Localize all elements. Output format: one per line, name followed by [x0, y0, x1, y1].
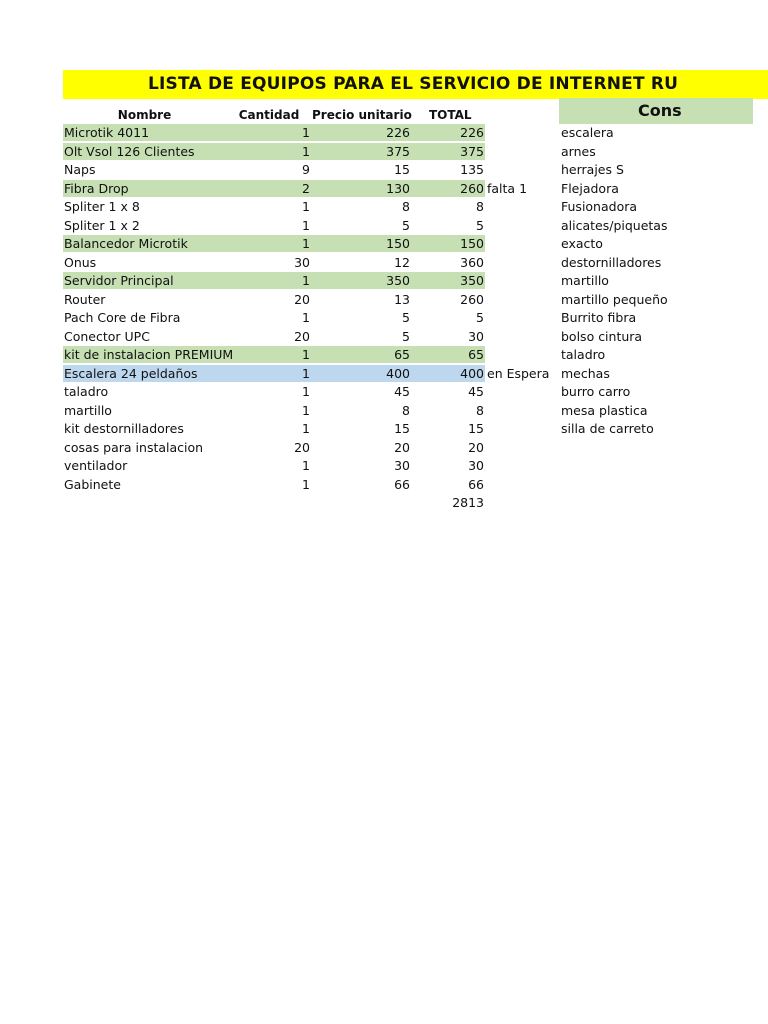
- table-row: [0, 179, 768, 198]
- cell-side-item[interactable]: mesa plastica: [561, 402, 648, 418]
- cell-cantidad[interactable]: 1: [302, 143, 310, 159]
- cell-nombre[interactable]: Gabinete: [64, 476, 121, 492]
- cell-side-item[interactable]: alicates/piquetas: [561, 217, 668, 233]
- table-row: [0, 234, 768, 253]
- cell-precio[interactable]: 400: [386, 365, 410, 381]
- cell-note[interactable]: falta 1: [487, 180, 528, 196]
- cell-nombre[interactable]: Spliter 1 x 8: [64, 199, 140, 214]
- table-row: [0, 438, 768, 457]
- cell-precio[interactable]: 5: [402, 217, 410, 233]
- table-row: [0, 253, 768, 272]
- cell-cantidad[interactable]: 1: [302, 384, 310, 399]
- cell-cantidad[interactable]: 9: [302, 162, 310, 177]
- cell-side-item[interactable]: burro carro: [561, 384, 631, 399]
- cell-total[interactable]: 30: [468, 328, 484, 344]
- cell-total[interactable]: 8: [476, 199, 484, 214]
- cell-nombre[interactable]: Onus: [64, 254, 97, 270]
- cell-cantidad[interactable]: 1: [302, 458, 310, 473]
- cell-precio[interactable]: 130: [386, 180, 410, 196]
- column-header-cantidad: Cantidad: [238, 108, 300, 122]
- cell-cantidad[interactable]: 1: [302, 476, 310, 492]
- cell-nombre[interactable]: cosas para instalacion: [64, 439, 204, 455]
- cell-side-item[interactable]: Fusionadora: [561, 199, 638, 214]
- cell-nombre[interactable]: kit de instalacion PREMIUM: [64, 347, 234, 362]
- cell-side-item[interactable]: destornilladores: [561, 254, 662, 270]
- cell-nombre[interactable]: Microtik 4011: [64, 125, 150, 140]
- cell-total[interactable]: 260: [460, 180, 484, 196]
- cell-precio[interactable]: 150: [386, 236, 410, 251]
- cell-cantidad[interactable]: 2: [302, 180, 310, 196]
- cell-nombre[interactable]: martillo: [64, 402, 112, 418]
- cell-cantidad[interactable]: 1: [302, 199, 310, 214]
- cell-nombre[interactable]: Naps: [64, 162, 96, 177]
- cell-total[interactable]: 375: [460, 143, 484, 159]
- cell-precio[interactable]: 12: [394, 254, 410, 270]
- cell-nombre[interactable]: Balancedor Microtik: [64, 236, 188, 251]
- cell-side-item[interactable]: Flejadora: [561, 180, 619, 196]
- column-header-precio: Precio unitario: [312, 108, 412, 122]
- cell-nombre[interactable]: ventilador: [64, 458, 128, 473]
- side-column-header: Cons: [559, 98, 753, 124]
- table-row: [0, 493, 768, 512]
- cell-precio[interactable]: 350: [386, 273, 410, 288]
- cell-precio[interactable]: 15: [394, 162, 410, 177]
- cell-total[interactable]: 260: [460, 291, 484, 307]
- cell-cantidad[interactable]: 1: [302, 421, 310, 436]
- cell-precio[interactable]: 8: [402, 402, 410, 418]
- cell-precio[interactable]: 45: [394, 384, 410, 399]
- table-row: [0, 290, 768, 309]
- cell-side-item[interactable]: taladro: [561, 347, 606, 362]
- cell-precio[interactable]: 66: [394, 476, 410, 492]
- table-row: [0, 327, 768, 346]
- cell-total[interactable]: 66: [468, 476, 484, 492]
- cell-precio[interactable]: 13: [394, 291, 410, 307]
- cell-nombre[interactable]: kit destornilladores: [64, 421, 184, 436]
- cell-precio[interactable]: 15: [394, 421, 410, 436]
- cell-cantidad[interactable]: 1: [302, 365, 310, 381]
- cell-total[interactable]: 5: [476, 217, 484, 233]
- table-row: [0, 345, 768, 364]
- cell-side-item[interactable]: martillo pequeño: [561, 291, 668, 307]
- cell-nombre[interactable]: Router: [64, 291, 106, 307]
- table-row: [0, 123, 768, 142]
- cell-cantidad[interactable]: 1: [302, 217, 310, 233]
- cell-cantidad[interactable]: 1: [302, 236, 310, 251]
- equipment-table: [0, 123, 768, 512]
- cell-cantidad[interactable]: 30: [294, 254, 310, 270]
- cell-total[interactable]: 8: [476, 402, 484, 418]
- table-row: [0, 160, 768, 179]
- cell-nombre[interactable]: taladro: [64, 384, 109, 399]
- cell-total[interactable]: 20: [468, 439, 484, 455]
- cell-nombre[interactable]: Spliter 1 x 2: [64, 217, 140, 233]
- cell-total[interactable]: 360: [460, 254, 484, 270]
- cell-cantidad[interactable]: 1: [302, 347, 310, 362]
- cell-total[interactable]: 2813: [452, 495, 484, 510]
- table-row: [0, 197, 768, 216]
- cell-precio[interactable]: 375: [386, 143, 410, 159]
- cell-cantidad[interactable]: 1: [302, 125, 310, 140]
- cell-side-item[interactable]: exacto: [561, 236, 603, 251]
- cell-side-item[interactable]: bolso cintura: [561, 328, 643, 344]
- column-header-total: TOTAL: [429, 108, 472, 122]
- cell-cantidad[interactable]: 20: [294, 439, 310, 455]
- cell-total[interactable]: 150: [460, 236, 484, 251]
- cell-total[interactable]: 65: [468, 347, 484, 362]
- table-row: [0, 475, 768, 494]
- cell-total[interactable]: 135: [460, 162, 484, 177]
- cell-precio[interactable]: 5: [402, 310, 410, 325]
- cell-note[interactable]: en Espera: [487, 365, 550, 381]
- cell-side-item[interactable]: arnes: [561, 143, 596, 159]
- cell-total[interactable]: 400: [460, 365, 484, 381]
- table-row: [0, 308, 768, 327]
- cell-precio[interactable]: 65: [394, 347, 410, 362]
- cell-cantidad[interactable]: 1: [302, 402, 310, 418]
- table-row: [0, 271, 768, 290]
- cell-total[interactable]: 5: [476, 310, 484, 325]
- cell-cantidad[interactable]: 1: [302, 273, 310, 288]
- cell-side-item[interactable]: herrajes S: [561, 162, 624, 177]
- cell-precio[interactable]: 226: [386, 125, 410, 140]
- cell-side-item[interactable]: mechas: [561, 365, 610, 381]
- cell-nombre[interactable]: Conector UPC: [64, 328, 150, 344]
- cell-total[interactable]: 15: [468, 421, 484, 436]
- cell-nombre[interactable]: Pach Core de Fibra: [64, 310, 181, 325]
- table-row: [0, 401, 768, 420]
- table-row: [0, 142, 768, 161]
- table-row: [0, 419, 768, 438]
- cell-cantidad[interactable]: 20: [294, 328, 310, 344]
- cell-total[interactable]: 45: [468, 384, 484, 399]
- table-row: [0, 382, 768, 401]
- cell-precio[interactable]: 8: [402, 199, 410, 214]
- cell-precio[interactable]: 30: [394, 458, 410, 473]
- cell-side-item[interactable]: martillo: [561, 273, 609, 288]
- column-header-nombre: Nombre: [117, 108, 172, 122]
- table-row: [0, 216, 768, 235]
- cell-side-item[interactable]: Burrito fibra: [561, 310, 637, 325]
- cell-side-item[interactable]: escalera: [561, 125, 614, 140]
- cell-cantidad[interactable]: 1: [302, 310, 310, 325]
- table-row: [0, 364, 768, 383]
- cell-precio[interactable]: 20: [394, 439, 410, 455]
- cell-precio[interactable]: 5: [402, 328, 410, 344]
- table-row: [0, 456, 768, 475]
- cell-total[interactable]: 226: [460, 125, 484, 140]
- cell-nombre[interactable]: Escalera 24 peldaños: [64, 365, 198, 381]
- cell-total[interactable]: 30: [468, 458, 484, 473]
- cell-cantidad[interactable]: 20: [294, 291, 310, 307]
- cell-side-item[interactable]: silla de carreto: [561, 421, 654, 436]
- title-banner: [63, 70, 768, 99]
- cell-nombre[interactable]: Olt Vsol 126 Clientes: [64, 143, 195, 159]
- sheet-title: LISTA DE EQUIPOS PARA EL SERVICIO DE INTERNET RU: [148, 74, 679, 94]
- cell-total[interactable]: 350: [460, 273, 484, 288]
- cell-nombre[interactable]: Servidor Principal: [64, 273, 174, 288]
- cell-nombre[interactable]: Fibra Drop: [64, 180, 129, 196]
